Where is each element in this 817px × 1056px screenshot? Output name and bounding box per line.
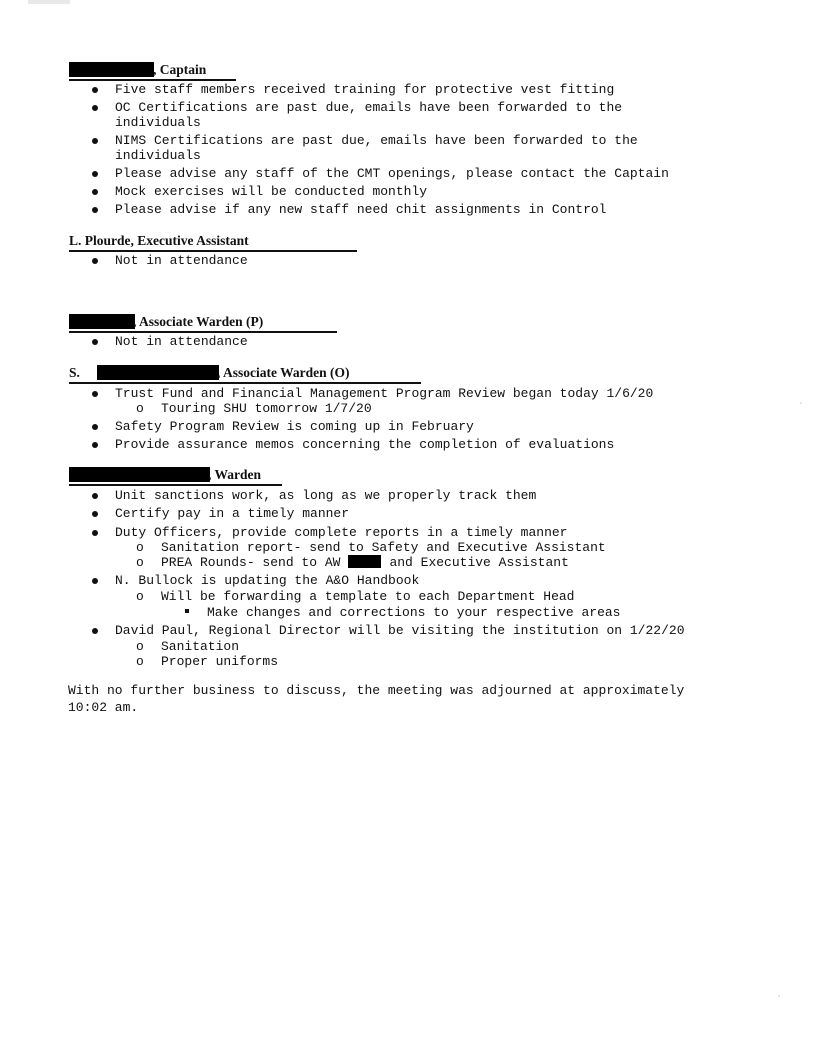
redaction-block (69, 467, 210, 482)
sub-bullet-icon: o (136, 654, 144, 669)
sub-bullet-icon: o (136, 639, 144, 654)
list-item-sub-part: and Executive Assistant (389, 555, 569, 570)
bullet-icon (92, 424, 98, 430)
redaction-block (69, 62, 154, 77)
scan-speck (800, 402, 802, 404)
list-item: Certify pay in a timely manner (115, 506, 350, 521)
aw-p-heading (69, 314, 337, 330)
bullet-icon (92, 189, 98, 195)
bullet-icon (92, 391, 98, 397)
warden-heading (69, 467, 282, 483)
list-item: Provide assurance memos concerning the completion of evaluations (115, 437, 615, 452)
exec-assistant-heading-text: L. Plourde, Executive Assistant (69, 233, 249, 248)
bullet-icon (92, 442, 98, 448)
list-item: N. Bullock is updating the A&O Handbook (115, 573, 420, 588)
captain-heading (69, 62, 236, 78)
bullet-icon (92, 493, 98, 499)
list-item-sub: Touring SHU tomorrow 1/7/20 (161, 401, 372, 416)
list-item: Trust Fund and Financial Management Program Review began today 1/6/20 (115, 386, 654, 401)
list-item: Duty Officers, provide complete reports in a timely manner (115, 525, 568, 540)
aw-o-heading-prefix: S. (69, 365, 80, 380)
redaction-block (69, 314, 135, 329)
sub-bullet-icon: o (136, 589, 144, 604)
list-item-sub: Sanitation report- send to Safety and Executive Assistant (161, 540, 606, 555)
list-item: Please advise if any new staff need chit assignments in Control (115, 202, 607, 217)
sub-bullet-icon: o (136, 540, 144, 555)
list-item: Not in attendance (115, 253, 248, 268)
sub-bullet-icon: o (136, 401, 144, 416)
list-item: Safety Program Review is coming up in February (115, 419, 474, 434)
aw-p-heading-text: , Associate Warden (P) (133, 314, 264, 329)
aw-o-heading-text: , Associate Warden (O) (217, 365, 350, 380)
bullet-icon (92, 207, 98, 213)
square-bullet-icon (185, 609, 189, 613)
bullet-icon (92, 628, 98, 634)
list-item: Five staff members received training for protective vest fitting (115, 82, 615, 97)
list-item-sub (161, 555, 569, 570)
list-item-sub: Proper uniforms (161, 654, 279, 669)
bullet-icon (92, 87, 98, 93)
list-item: Please advise any staff of the CMT openings, please contact the Captain (115, 166, 669, 181)
bullet-icon (92, 530, 98, 536)
bullet-icon (92, 171, 98, 177)
list-item-subsub: Make changes and corrections to your respective areas (207, 605, 621, 620)
captain-heading-text: , Captain (153, 62, 207, 77)
list-item: NIMS Certifications are past due, emails have been forwarded to the (115, 133, 638, 148)
page-corner-mark (28, 0, 70, 4)
list-item-sub: Will be forwarding a template to each Department Head (161, 589, 575, 604)
list-item: Unit sanctions work, as long as we properly track them (115, 488, 537, 503)
bullet-icon (92, 138, 98, 144)
closing-line-1: With no further business to discuss, the meeting was adjourned at approximately (68, 683, 685, 698)
bullet-icon (92, 258, 98, 264)
list-item-continuation: individuals (115, 115, 201, 130)
list-item-sub-part: PREA Rounds- send to AW (161, 555, 341, 570)
scan-speck (778, 995, 780, 997)
list-item: Not in attendance (115, 334, 248, 349)
sub-bullet-icon: o (136, 555, 144, 570)
list-item: Mock exercises will be conducted monthly (115, 184, 428, 199)
redaction-block (348, 555, 381, 568)
bullet-icon (92, 339, 98, 345)
list-item-continuation: individuals (115, 148, 201, 163)
list-item: OC Certifications are past due, emails have been forwarded to the (115, 100, 623, 115)
list-item: David Paul, Regional Director will be visiting the institution on 1/22/20 (115, 623, 685, 638)
bullet-icon (92, 105, 98, 111)
redaction-block (97, 365, 219, 380)
bullet-icon (92, 578, 98, 584)
bullet-icon (92, 511, 98, 517)
exec-assistant-heading (69, 233, 357, 249)
warden-heading-text: , Warden (208, 467, 262, 482)
closing-line-2: 10:02 am. (68, 700, 139, 715)
list-item-sub: Sanitation (161, 639, 240, 654)
aw-o-heading (69, 365, 421, 381)
